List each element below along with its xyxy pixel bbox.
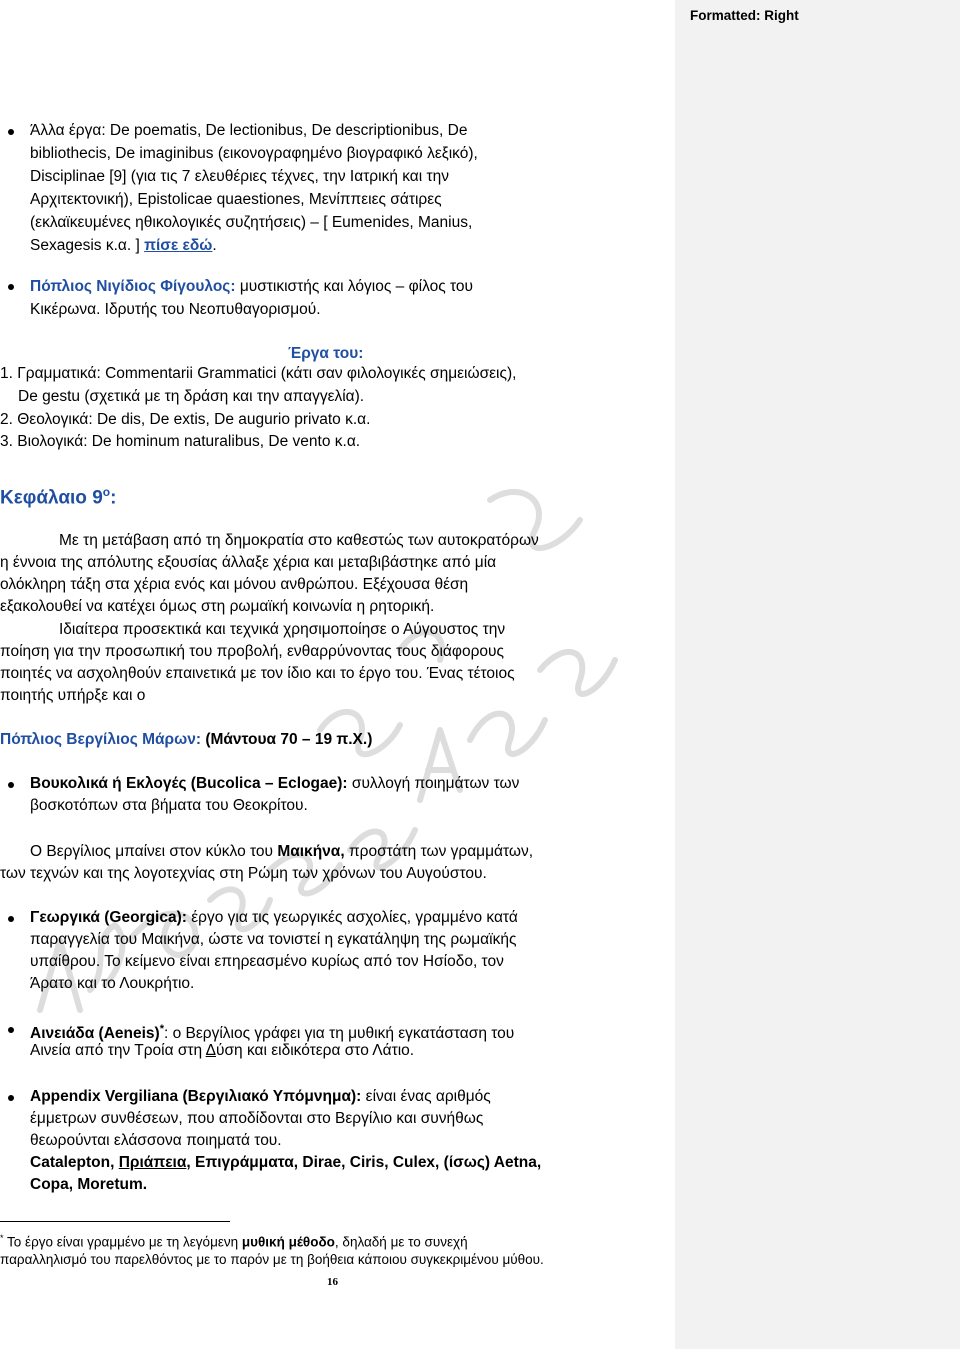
works-item-1-cont: De gestu (σχετικά με τη δράση και την απαγγελία). xyxy=(18,388,365,405)
bullet-point xyxy=(8,782,14,788)
click-here-link[interactable]: πίσε εδώ xyxy=(144,237,213,254)
appendix-line-3: θεωρούνται ελάσσονα ποιηματά του. xyxy=(30,1132,282,1149)
appendix-line-2: έμμετρων συνθέσεων, που αποδίδονται στο Βεργίλιο και συνήθως xyxy=(30,1110,484,1127)
nigidius-line-2: Κικέρωνα. Ιδρυτής του Νεοπυθαγορισμού. xyxy=(30,301,321,318)
bullet-point xyxy=(8,916,14,922)
augustus-para-line-1: Ιδιαίτερα προσεκτικά και τεχνικά χρησιμοποίησε ο Αύγουστος την xyxy=(59,621,506,638)
footnote-separator xyxy=(0,1221,230,1222)
transition-para-line-1: Με τη μετάβαση από τη δημοκρατία στο καθεστώς των αυτοκρατόρων xyxy=(59,532,539,549)
other-works-line-5: (εκλαϊκευμένες ηθικολογικές συζητήσεις) – [ Eumenides, Manius, xyxy=(30,214,473,231)
bullet-point xyxy=(8,284,14,290)
augustus-para-line-3: ποιητές να ασχοληθούν επαινετικά με τον ίδιο και το έργο του. Ένας τέτοιος xyxy=(0,665,515,682)
footnote-line-1: * Το έργο είναι γραμμένο με τη λεγόμενη μυθική μέθοδο, δηλαδή με το συνεχή xyxy=(0,1233,468,1250)
virgil-heading: Πόπλιος Βεργίλιος Μάρων: (Μάντουα 70 – 19 π.Χ.) xyxy=(0,731,373,748)
footnote-line-2: παραλληλισμό του παρελθόντος με το παρόν με τη βοήθεια κάποιου συγκεκριμένου μύθου. xyxy=(0,1252,544,1267)
georgica-line-2: παραγγελία του Μαικήνα, ώστε να τονιστεί η εγκατάληψη της ρωμαϊκής xyxy=(30,931,517,948)
transition-para-line-2: η έννοια της απόλυτης εξουσίας άλλαξε χέρια και μεταβιβάστηκε από μία xyxy=(0,554,497,571)
bucolica-line-1: Βουκολικά ή Εκλογές (Bucolica – Eclogae): συλλογή ποιημάτων των xyxy=(30,775,520,792)
transition-para-line-3: ολόκληρη τάξη στα χέρια ενός και μόνου ανθρώπου. Εξέχουσα θέση xyxy=(0,576,469,593)
other-works-line-2: bibliothecis, De imaginibus (εικονογραφημένο βιογραφικό λεξικό), xyxy=(30,145,478,162)
appendix-line-1: Appendix Vergiliana (Βεργιλιακό Υπόμνημα): είναι ένας αριθμός xyxy=(30,1088,491,1105)
nigidius-name: Πόπλιος Νιγίδιος Φίγουλος: xyxy=(30,278,236,295)
maecenas-line-1: Ο Βεργίλιος μπαίνει στον κύκλο του Μαικήνα, προστάτη των γραμμάτων, xyxy=(30,843,534,860)
augustus-para-line-2: ποίηση για την προσωπική του προβολή, ενθαρρύνοντας τους διάφορους xyxy=(0,643,504,660)
other-works-line-6: Sexagesis κ.α. ] πίσε εδώ. xyxy=(30,237,217,254)
georgica-line-1: Γεωργικά (Georgica): έργο για τις γεωργικές ασχολίες, γραμμένο κατά xyxy=(30,909,518,926)
other-works-line-4: Αρχιτεκτονική), Epistolicae quaestiones, Μενίππειες σάτιρες xyxy=(30,191,442,208)
augustus-para-line-4: ποιητής υπήρξε και ο xyxy=(0,687,146,704)
aeneid-line-1: Αινειάδα (Aeneis)*: ο Βεργίλιος γράφει για τη μυθική εγκατάσταση του xyxy=(30,1023,515,1043)
georgica-line-3: υπαίθρου. Το κείμενο είναι επηρεασμένο κυρίως από τον Ησίοδο, τον xyxy=(30,953,504,970)
works-item-3: 3. Βιολογικά: De hominum naturalibus, De vento κ.α. xyxy=(0,433,361,450)
page-number: 16 xyxy=(327,1276,338,1288)
appendix-works-line-1: Catalepton, Πριάπεια, Επιγράμματα, Dirae, Ciris, Culex, (ίσως) Aetna, xyxy=(30,1154,542,1171)
appendix-works-line-2: Copa, Moretum. xyxy=(30,1176,148,1193)
bullet-point xyxy=(8,1095,14,1101)
other-works-line-3: Disciplinae [9] (για τις 7 ελευθέριες τέχνες, την Ιατρική και την xyxy=(30,168,450,185)
formatting-comment: Formatted: Right xyxy=(690,8,799,23)
works-item-2: 2. Θεολογικά: De dis, De extis, De augurio privato κ.α. xyxy=(0,411,371,428)
bullet-point xyxy=(8,1027,14,1033)
maecenas-line-2: των τεχνών και της λογοτεχνίας στη Ρώμη των χρόνων του Αυγούστου. xyxy=(0,865,487,882)
comment-sidebar xyxy=(675,0,960,1349)
other-works-line-1: Άλλα έργα: De poematis, De lectionibus, De descriptionibus, De xyxy=(30,122,468,139)
aeneid-line-2: Αινεία από την Τροία στη Δύση και ειδικότερα στο Λάτιο. xyxy=(30,1042,415,1059)
chapter-heading: Κεφάλαιο $9^o$: xyxy=(0,485,117,509)
works-item-1: 1. Γραμματικά: Commentarii Grammatici (κάτι σαν φιλολογικές σημειώσεις), xyxy=(0,365,517,382)
bullet-point xyxy=(8,129,14,135)
bucolica-line-2: βοσκοτόπων στα βήματα του Θεοκρίτου. xyxy=(30,797,308,814)
nigidius-line-1: Πόπλιος Νιγίδιος Φίγουλος: μυστικιστής και λόγιος – φίλος του xyxy=(30,278,473,295)
transition-para-line-4: εξακολουθεί να κατέχει όμως στη ρωμαϊκή κοινωνία η ρητορική. xyxy=(0,598,435,615)
works-title: Έργα του: xyxy=(288,345,364,362)
georgica-line-4: Άρατο και το Λουκρήτιο. xyxy=(30,975,195,992)
